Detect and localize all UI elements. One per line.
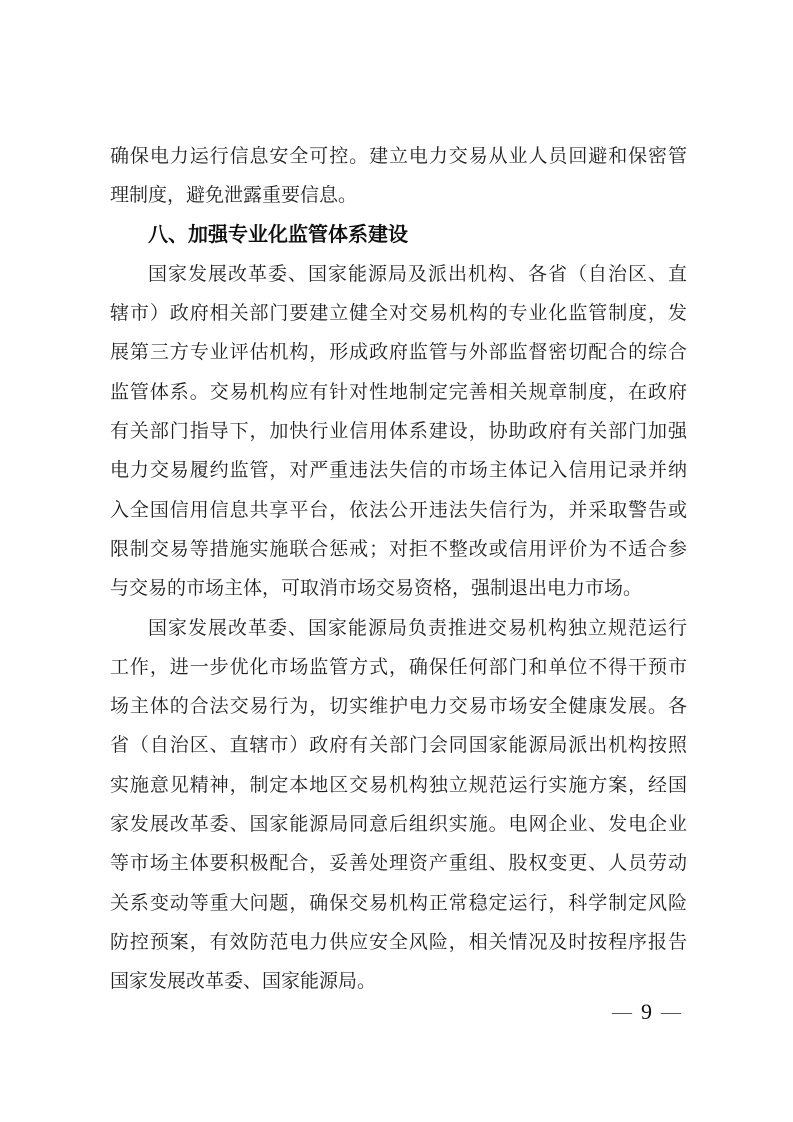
body-text-line: 展第三方专业评估机构，形成政府监管与外部监督密切配合的综合 [110, 342, 687, 364]
body-text-line: 与交易的市场主体，可取消市场交易资格，强制退出电力市场。 [110, 578, 643, 600]
body-text-line: 限制交易等措施实施联合惩戒；对拒不整改或信用评价为不适合参 [110, 538, 687, 560]
page-number-left-dash: — [612, 1001, 632, 1023]
body-text-line: 有关部门指导下，加快行业信用体系建设，协助政府有关部门加强 [110, 421, 687, 443]
body-text-line: 家发展改革委、国家能源局同意后组织实施。电网企业、发电企业 [110, 814, 687, 836]
body-text-line: 等市场主体要积极配合，妥善处理资产重组、股权变更、人员劳动 [110, 853, 687, 875]
body-text-line: 理制度，避免泄露重要信息。 [110, 185, 358, 207]
body-text-line: 实施意见精神，制定本地区交易机构独立规范运行实施方案，经国 [110, 774, 687, 796]
body-text-line: 国家发展改革委、国家能源局。 [110, 971, 377, 993]
body-text-line: 关系变动等重大问题，确保交易机构正常稳定运行，科学制定风险 [110, 892, 687, 914]
section-heading: 八、加强专业化监管体系建设 [148, 223, 408, 246]
body-text-line: 入全国信用信息共享平台，依法公开违法失信行为，并采取警告或 [110, 499, 687, 521]
page-number-right-dash: — [661, 1001, 681, 1023]
body-text-line: 电力交易履约监管，对严重违法失信的市场主体记入信用记录并纳 [110, 460, 687, 482]
body-text-line: 国家发展改革委、国家能源局负责推进交易机构独立规范运行 [148, 617, 687, 639]
body-text-line: 场主体的合法交易行为，切实维护电力交易市场安全健康发展。各 [110, 696, 687, 718]
body-text-line: 国家发展改革委、国家能源局及派出机构、各省（自治区、直 [148, 263, 687, 285]
body-text-line: 确保电力运行信息安全可控。建立电力交易从业人员回避和保密管 [110, 146, 687, 167]
body-text-line: 省（自治区、直辖市）政府有关部门会同国家能源局派出机构按照 [110, 735, 687, 757]
document-body [110, 137, 687, 1002]
page-number [612, 997, 681, 1027]
body-text-line: 防控预案，有效防范电力供应安全风险，相关情况及时按程序报告 [110, 931, 687, 953]
body-text-line: 辖市）政府相关部门要建立健全对交易机构的专业化监管制度，发 [110, 303, 687, 325]
page-number-value: 9 [641, 999, 652, 1024]
body-text-line: 工作，进一步优化市场监管方式，确保任何部门和单位不得干预市 [110, 656, 687, 678]
body-text-line: 监管体系。交易机构应有针对性地制定完善相关规章制度，在政府 [110, 381, 687, 403]
